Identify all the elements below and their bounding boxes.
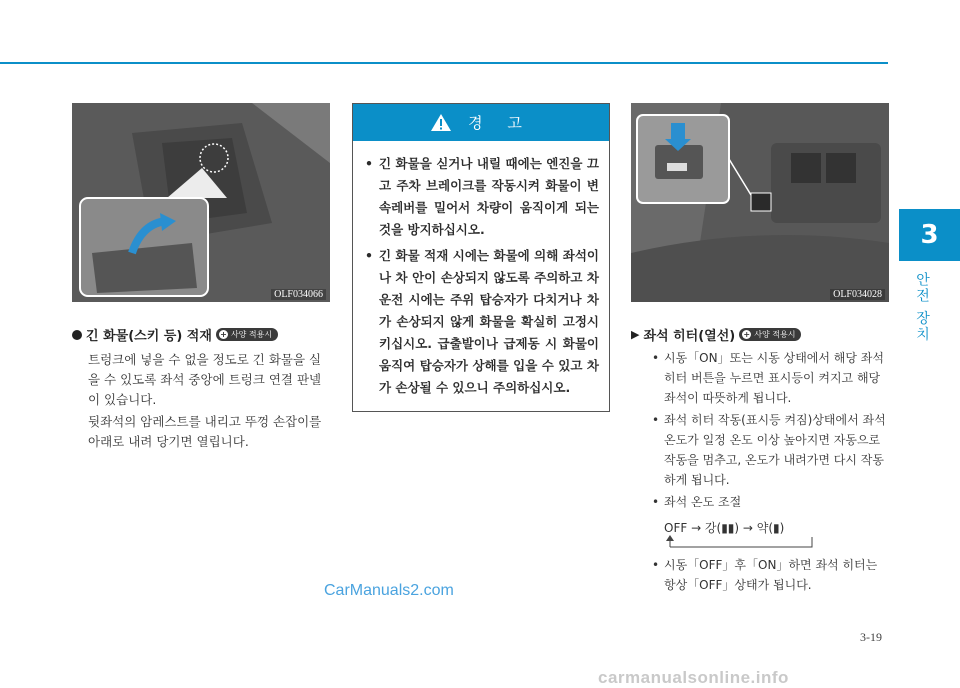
paragraph: 뒷좌석의 암레스트를 내리고 뚜껑 손잡이를 아래로 내려 당기면 열립니다. bbox=[88, 414, 322, 449]
top-rule bbox=[0, 62, 888, 64]
trunk-passthrough-photo bbox=[72, 103, 330, 302]
warning-item: • 긴 화물 적재 시에는 화물에 의해 좌석이나 차 안이 손상되지 않도록 주의하고 차 운전 시에는 주위 탑승자가 다치거나 차가 손상되지 않게 화물을 확실히 고정시키십시오. 급출발이나 급제동 시 화물이 움직여 탑승자가 상해를 입을 수 있고 차가 손상될 수 있으니 주의하십시오. bbox=[365, 245, 599, 399]
heading-text: 긴 화물(스키 등) 적재 bbox=[86, 329, 212, 344]
rear-seat-illustration bbox=[72, 103, 330, 302]
warning-item: • 긴 화물을 싣거나 내릴 때에는 엔진을 끄고 주차 브레이크를 작동시켜 화물이 변속레버를 밀어서 차량이 움직이게 되는 것을 방지하십시오. bbox=[365, 153, 599, 241]
plus-icon: + bbox=[220, 330, 227, 339]
door-panel-illustration bbox=[631, 103, 889, 302]
photo-code: OLF034028 bbox=[830, 289, 885, 300]
warning-title: 경 고 bbox=[468, 114, 532, 132]
list-item: • 좌석 히터 작동(표시등 켜짐)상태에서 좌석 온도가 일정 온도 이상 높아지면 자동으로 작동을 멈추고, 온도가 내려가면 다시 작동하게 됩니다. bbox=[650, 410, 890, 490]
heading-text: 좌석 히터(열선) bbox=[643, 329, 736, 344]
seat-heater-photo bbox=[631, 103, 889, 302]
watermark-link[interactable]: CarManuals2.com bbox=[324, 582, 454, 599]
photo-code: OLF034066 bbox=[271, 289, 326, 300]
arrow-right-icon: ▶ bbox=[631, 328, 640, 341]
section-heading-seat-heater bbox=[631, 325, 801, 344]
paragraph: 트렁크에 넣을 수 없을 정도로 긴 화물을 실을 수 있도록 좌석 중앙에 트렁크 연결 판넬이 있습니다. bbox=[88, 352, 322, 407]
list-item: • 시동「ON」또는 시동 상태에서 해당 좌석 히터 버튼을 누르면 표시등이 켜지고 해당 좌석이 따뜻하게 됩니다. bbox=[650, 348, 890, 408]
seat-heater-list-last bbox=[650, 555, 890, 597]
warning-triangle-icon bbox=[430, 113, 452, 132]
plus-icon: + bbox=[743, 330, 751, 339]
page-number: 3-19 bbox=[860, 630, 882, 644]
list-item: • 좌석 온도 조절 bbox=[650, 492, 890, 512]
cycle-text: OFF → 강(▮▮) → 약(▮) bbox=[664, 521, 785, 535]
option-badge: + 사양 적용시 bbox=[739, 328, 801, 341]
chapter-number: 3 bbox=[920, 220, 939, 250]
chapter-tab[interactable] bbox=[899, 209, 960, 261]
warning-header bbox=[353, 104, 609, 141]
section-heading-long-cargo bbox=[72, 325, 278, 344]
warning-box bbox=[352, 103, 610, 412]
bullet-circle-icon bbox=[72, 330, 82, 340]
seat-heater-list bbox=[650, 348, 890, 514]
chapter-label: 안전 장치 bbox=[914, 272, 930, 343]
footer-watermark: carmanualsonline.info bbox=[598, 668, 789, 687]
option-badge: + 사양 적용시 bbox=[216, 328, 278, 341]
warning-list bbox=[353, 141, 609, 399]
list-item: • 시동「OFF」후「ON」하면 좌석 히터는 항상「OFF」상태가 됩니다. bbox=[650, 555, 890, 595]
cycle-return-arrow bbox=[662, 533, 832, 549]
